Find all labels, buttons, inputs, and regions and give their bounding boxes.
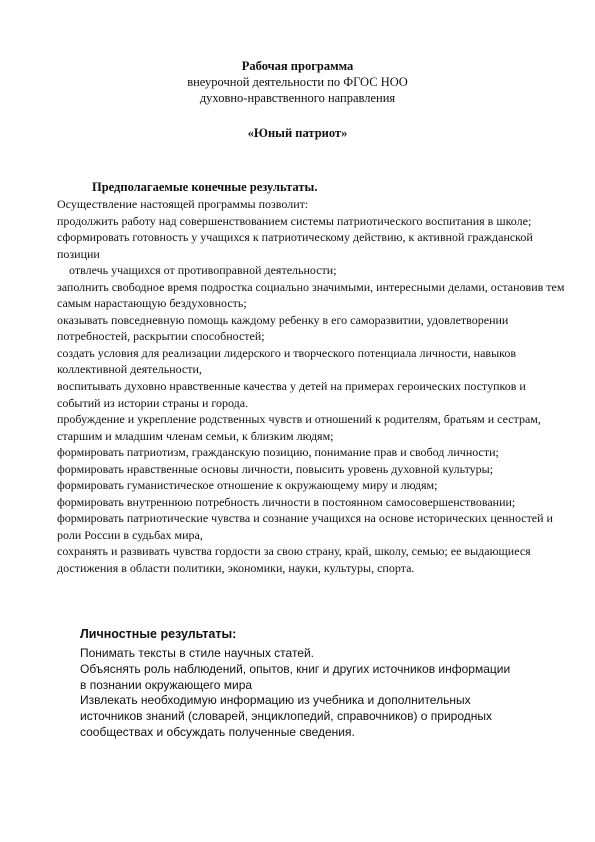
personal-item: Объяснять роль наблюдений, опытов, книг и других источников информации [80, 661, 511, 676]
body-line: формировать патриотические чувства и сознание учащихся на основе исторических ценностей и роли России в судьбах мира, [57, 511, 553, 542]
body-line: продолжить работу над совершенствованием системы патриотического воспитания в школе; [57, 213, 532, 228]
body-line: сформировать готовность у учащихся к патриотическому действию, к активной гражданской позиции [57, 230, 533, 261]
body-line: пробуждение и укрепление родственных чувств и отношений к родителям, братьям и сестрам, старшим и младшим членам семьи, к близким людям; [57, 412, 541, 443]
body-line: формировать внутреннюю потребность личности в постоянном самосовершенствовании; [57, 494, 516, 509]
personal-item: сообществах и обсуждать полученные сведения. [80, 724, 355, 739]
body-line: оказывать повседневную помощь каждому ребенку в его саморазвитии, удовлетворении потребностей, раскрытии способностей; [57, 312, 509, 344]
document-title: Рабочая программа [241, 59, 354, 73]
results-heading: Предполагаемые конечные результаты. [92, 180, 318, 194]
body-line: формировать патриотизм, гражданскую позицию, понимание прав и свобод личности; [57, 445, 499, 460]
personal-item: Понимать тексты в стиле научных статей. [80, 646, 315, 660]
personal-item: в познании окружающего мира [80, 677, 253, 692]
body-line: формировать нравственные основы личности, повысить уровень духовной культуры; [57, 461, 494, 476]
personal-item: Извлекать необходимую информацию из учебника и дополнительных [80, 693, 471, 708]
body-line: создать условия для реализации лидерского и творческого потенциала личности, навыков коллективной деятельности, [57, 345, 517, 377]
results-body [57, 196, 567, 577]
body-line: заполнить свободное время подростка социально значимыми, интересными делами, остановив тем самым нарастающую бездуховность; [57, 279, 565, 311]
body-line: Осуществление настоящей программы позволит: [57, 197, 309, 211]
personal-results-list [80, 646, 540, 741]
document-header [0, 58, 595, 106]
body-line: воспитывать духовно нравственные качества у детей на примерах героических поступков и событий из истории страны и города. [57, 379, 526, 410]
personal-item: источников знаний (словарей, энциклопедий, справочников) о природных [80, 709, 493, 724]
body-line: отвлечь учащихся от противоправной деятельности; [57, 263, 337, 278]
header-line-2: внеурочной деятельности по ФГОС НОО [187, 75, 408, 89]
program-name: «Юный патриот» [247, 126, 348, 140]
body-line: формировать гуманистическое отношение к окружающему миру и людям; [57, 478, 438, 493]
body-line: сохранять и развивать чувства гордости за свою страну, край, школу, семью; ее выдающиеся достижения в области политики, экономики, науки, культуры, спорта. [57, 544, 531, 576]
personal-results-heading: Личностные результаты: [80, 627, 237, 641]
header-line-3: духовно-нравственного направления [199, 91, 396, 105]
